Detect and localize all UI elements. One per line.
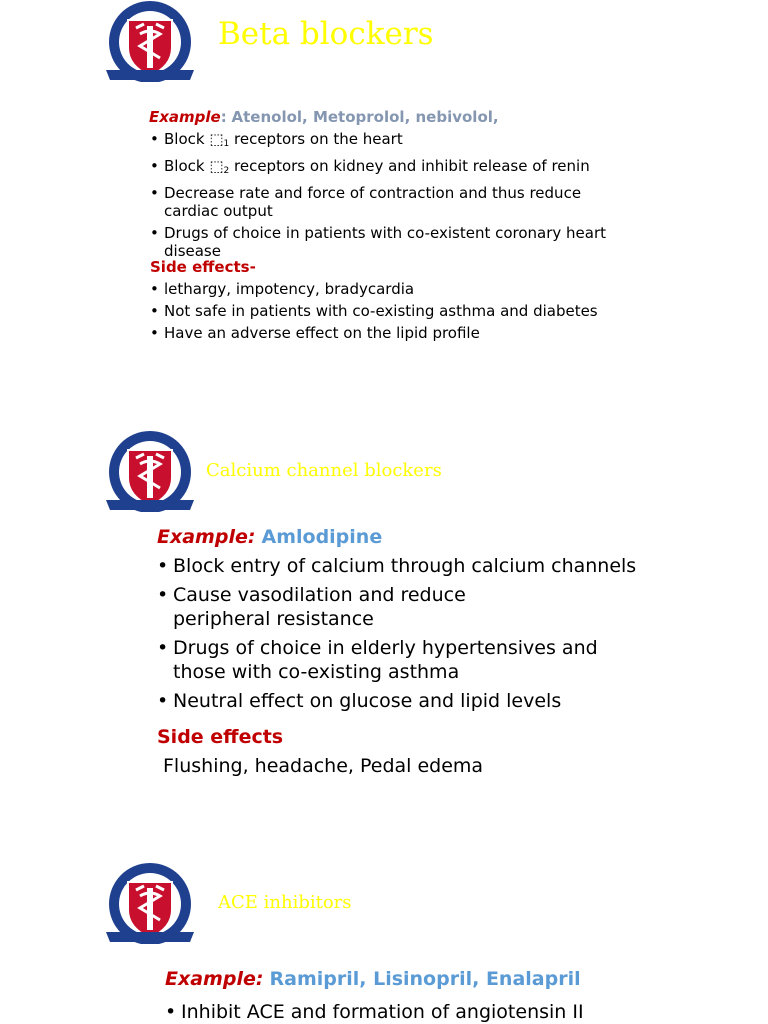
list-item: • Block $⬚_2$ receptors on kidney and inhibit release of renin [150,157,620,180]
list-item: • Not safe in patients with co-existing asthma and diabetes [150,302,630,320]
example-line [157,526,382,548]
bullet-list [165,1000,645,1024]
bullet-list [157,554,637,713]
example-drugs: Ramipril, Lisinopril, Enalapril [269,968,581,990]
list-item: • Cause vasodilation and reduce peripheral resistance [157,583,553,631]
bullet-list [150,130,620,260]
list-item: • Block $⬚_1$ receptors on the heart [150,130,620,153]
kgmu-logo-icon [100,862,200,944]
example-line [165,968,581,990]
side-effects-heading: Side effects- [150,258,256,276]
list-item: • Decrease rate and force of contraction and thus reduce cardiac output [150,184,620,220]
list-item: • Block entry of calcium through calcium channels [157,554,637,578]
side-effects-heading: Side effects [157,726,284,748]
example-label: Example: [165,968,264,990]
list-item: • Have an adverse effect on the lipid profile [150,324,630,342]
list-item: • Drugs of choice in patients with co-existent coronary heart disease [150,224,620,260]
example-drugs: Amlodipine [261,526,383,548]
slide-title: ACE inhibitors [218,892,352,913]
slide-title: Beta blockers [218,16,434,52]
kgmu-logo-icon [100,430,200,512]
list-item: • Inhibit ACE and formation of angiotensin II [165,1000,645,1024]
list-item: • lethargy, impotency, bradycardia [150,280,630,298]
example-label: Example: [157,526,256,548]
example-colon: : [220,108,227,126]
example-drugs: Atenolol, Metoprolol, nebivolol, [231,108,499,126]
list-item: • Drugs of choice in elderly hypertensives and those with co-existing asthma [157,636,637,684]
slide-ace-inhibitors [0,862,768,1024]
slide-calcium-channel-blockers [0,430,768,790]
side-effects-text: Flushing, headache, Pedal edema [163,755,484,777]
slide-title: Calcium channel blockers [206,460,442,481]
slide-beta-blockers [0,0,768,350]
example-line [149,108,499,126]
example-label: Example [149,108,221,126]
list-item: • Neutral effect on glucose and lipid levels [157,689,637,713]
kgmu-logo-icon [100,0,200,82]
side-effects-list [150,280,630,342]
